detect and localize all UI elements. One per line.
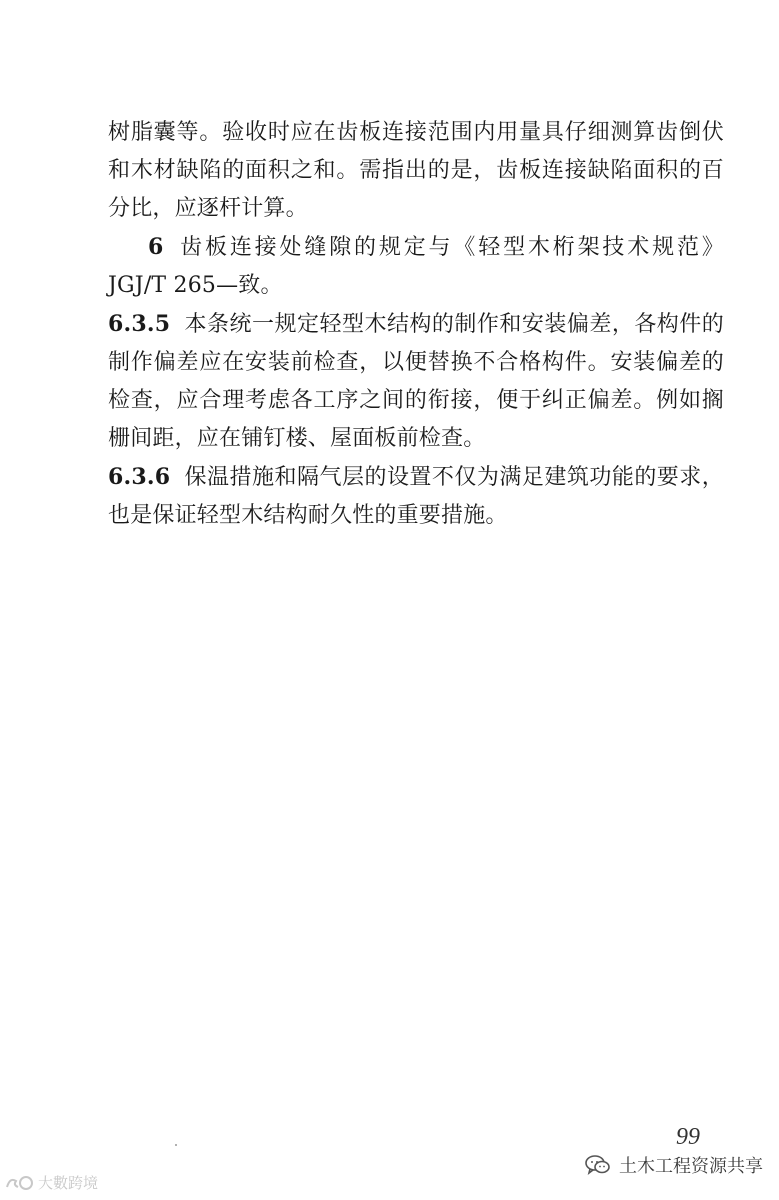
watermark-right bbox=[585, 1152, 763, 1178]
watermark-left bbox=[4, 1172, 98, 1193]
paragraph-continuation bbox=[108, 114, 724, 228]
clause-text: 本条统一规定轻型木结构的制作和安装偏差，各构件的制作偏差应在安装前检查，以便替换不合格构件。安装偏差的检查，应合理考虑各工序之间的衔接，便于纠正偏差。例如搁栅间距，应在铺钉楼、屋面板前检查。 bbox=[108, 312, 724, 451]
clause-6-3-5 bbox=[108, 305, 724, 458]
brand-logo-icon bbox=[4, 1173, 34, 1193]
clause-number: 6.3.5 bbox=[108, 311, 171, 337]
paragraph-text: 齿板连接处缝隙的规定与《轻型木桁架技术规范》JGJ/T 265—致。 bbox=[108, 235, 724, 298]
paragraph-text: 树脂囊等。验收时应在齿板连接范围内用量具仔细测算齿倒伏和木材缺陷的面积之和。需指出的是，齿板连接缺陷面积的百分比，应逐杆计算。 bbox=[108, 120, 724, 221]
body-text bbox=[108, 114, 724, 535]
clause-number: 6.3.6 bbox=[108, 464, 171, 490]
item-number: 6 bbox=[148, 234, 164, 260]
wechat-icon bbox=[585, 1154, 611, 1176]
page-number: 99 bbox=[676, 1124, 700, 1150]
paragraph-item-6 bbox=[108, 228, 724, 305]
watermark-right-text: 土木工程资源共享 bbox=[619, 1156, 763, 1177]
clause-text: 保温措施和隔气层的设置不仅为满足建筑功能的要求，也是保证轻型木结构耐久性的重要措施。 bbox=[108, 465, 724, 528]
scan-dot bbox=[175, 1144, 177, 1146]
clause-6-3-6 bbox=[108, 458, 724, 535]
watermark-left-text: 大數跨境 bbox=[38, 1174, 99, 1192]
